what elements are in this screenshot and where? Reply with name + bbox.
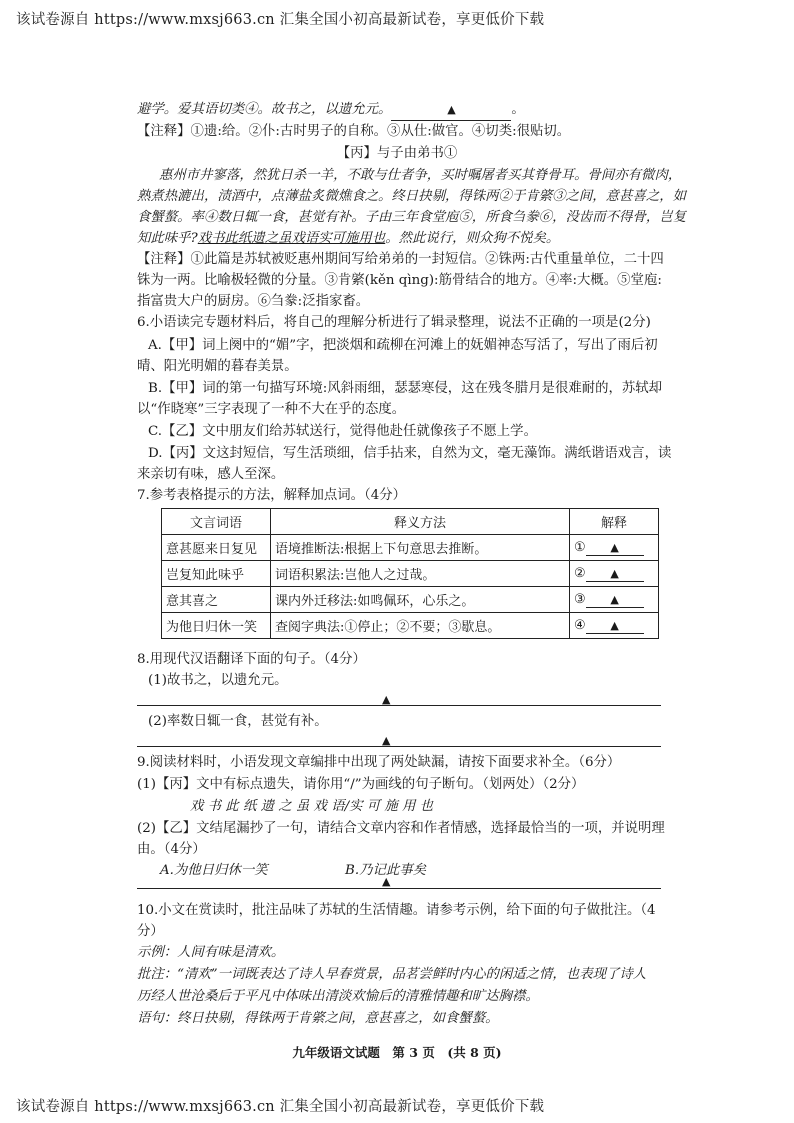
p1-line xyxy=(137,100,525,121)
blank-marker: ▲ xyxy=(447,103,456,116)
q6-option-a-cont: 晴、阳光明媚的暮春美景。 xyxy=(137,359,298,374)
q7-method: 查阅字典法:①停止；②不要；③歇息。 xyxy=(271,613,570,639)
note-bing-2: 铢为一两。比喻极轻微的分量。③肯綮(kěn qìng):筋骨结合的地方。④率:大概。⑤堂庖: xyxy=(137,273,662,288)
q7-answer-cell[interactable] xyxy=(570,561,659,587)
table-row xyxy=(162,587,659,613)
q10-note-b: 历经人世沧桑后于平凡中体味出清淡欢愉后的清雅情趣和旷达胸襟。 xyxy=(137,989,539,1004)
table-row xyxy=(162,561,659,587)
q8-answer-marker-1: ▲ xyxy=(382,693,391,706)
q8-answer-line-1[interactable] xyxy=(137,705,661,706)
q7-header-method: 释义方法 xyxy=(271,509,570,535)
q9-part-1: (1)【丙】文中有标点遗失，请你用“/”为画线的句子断句。（划两处）（2分） xyxy=(137,777,585,792)
q7-answer-num: ④ xyxy=(574,617,586,633)
q8-sentence-2: (2)率数日辄一食，甚觉有补。 xyxy=(148,714,328,729)
answer-blank[interactable] xyxy=(586,618,644,634)
blank-marker: ▲ xyxy=(610,540,619,554)
q7-method: 语境推断法:根据上下句意思去推断。 xyxy=(271,535,570,561)
bing-line-1: 惠州市井寥落，然犹日杀一羊，不敢与仕者争，买时嘱屠者买其脊骨耳。骨间亦有微肉， xyxy=(159,168,682,183)
bing-line-2: 熟煮热漉出，渍酒中，点薄盐炙微燋食之。终日抉剔，得铢两②于肯綮③之间，意甚喜之，如 xyxy=(137,189,687,204)
q8-sentence-1: (1)故书之，以遗允元。 xyxy=(148,673,288,688)
q7-answer-cell[interactable] xyxy=(570,587,659,613)
p1-blank xyxy=(391,100,511,121)
q6-option-d-cont: 来亲切有味，感人至深。 xyxy=(137,467,285,482)
q7-answer-cell[interactable] xyxy=(570,535,659,561)
bing-title: 【丙】与子由弟书① xyxy=(336,146,458,161)
q7-answer-num: ② xyxy=(574,565,586,581)
bing-underlined-sentence: 戏书此纸遗之虽戏语实可施用也 xyxy=(197,231,386,246)
q9-option-a: A.为他日归休一笑 xyxy=(160,863,268,878)
q7-word: 意其喜之 xyxy=(162,587,271,613)
bing-last-after: 。然此说行，则众狗不悦矣。 xyxy=(385,231,560,246)
q9-part-2: (2)【乙】文结尾漏抄了一句，请结合文章内容和作者情感，选择最恰当的一项，并说明理 xyxy=(137,821,665,836)
table-row xyxy=(162,613,659,639)
q10-stem: 10.小文在赏读时，批注品味了苏轼的生活情趣。请参考示例，给下面的句子做批注。（4 xyxy=(137,903,656,918)
answer-blank[interactable] xyxy=(586,566,644,582)
bing-last-before: 知此味乎? xyxy=(137,231,198,246)
q7-word: 意甚愿来日复见 xyxy=(162,535,271,561)
q6-option-b-cont: 以“作晓寒”三字表现了一种不大在乎的态度。 xyxy=(137,402,406,417)
answer-blank[interactable] xyxy=(586,592,644,608)
q9-answer-line[interactable] xyxy=(137,888,661,889)
q7-header-answer: 解释 xyxy=(570,509,659,535)
q6-option-b: B.【甲】词的第一句描写环境:风斜雨细，瑟瑟寒侵，这在残冬腊月是很难耐的，苏轼却 xyxy=(148,381,663,396)
note-yi: 【注释】①遗:给。②仆:古时男子的自称。③从仕:做官。④切类:很贴切。 xyxy=(137,124,571,139)
q6-stem: 6.小语读完专题材料后，将自己的理解分析进行了辑录整理，说法不正确的一项是(2分) xyxy=(137,315,651,330)
q9-sentence: 戏 书 此 纸 遗 之 虽 戏 语/实 可 施 用 也 xyxy=(190,799,434,814)
answer-blank[interactable] xyxy=(586,540,644,556)
q7-answer-num: ③ xyxy=(574,591,586,607)
blank-marker: ▲ xyxy=(610,566,619,580)
ad-banner-top: 该试卷源自 https://www.mxsj663.cn 汇集全国小初高最新试卷，享更低价下载 xyxy=(16,12,545,28)
q9-part-2-cont: 由。（4分） xyxy=(137,842,206,857)
q6-option-c: C.【乙】文中朋友们给苏轼送行，觉得他赴任就像孩子不愿上学。 xyxy=(148,424,537,439)
ad-banner-bottom: 该试卷源自 https://www.mxsj663.cn 汇集全国小初高最新试卷，享更低价下载 xyxy=(16,1099,545,1115)
q7-table xyxy=(161,508,659,639)
q7-word: 岂复知此味乎 xyxy=(162,561,271,587)
page-footer: 九年级语文试题 第 3 页 (共 8 页) xyxy=(292,1045,502,1060)
q8-answer-marker-2: ▲ xyxy=(382,734,391,747)
q7-answer-num: ① xyxy=(574,539,586,555)
q10-example: 示例：人间有味是清欢。 xyxy=(137,945,285,960)
q7-header-row xyxy=(162,509,659,535)
q6-option-d: D.【丙】文这封短信，写生活琐细，信手拈来，自然为文，毫无藻饰。满纸谐语戏言，读 xyxy=(148,446,672,461)
bing-line-3: 食蟹螯。率④数日辄一食，甚觉有补。子由三年食堂庖⑤，所食刍豢⑥，没齿而不得骨，岂复 xyxy=(137,210,687,225)
note-bing-1: 【注释】①此篇是苏轼被贬惠州期间写给弟弟的一封短信。②铢两:古代重量单位，二十四 xyxy=(137,252,664,267)
blank-marker: ▲ xyxy=(610,592,619,606)
note-bing-3: 指富贵大户的厨房。⑥刍豢:泛指家畜。 xyxy=(137,294,370,309)
q9-stem: 9.阅读材料时，小语发现文章编排中出现了两处缺漏，请按下面要求补全。（6分） xyxy=(137,755,621,770)
q6-option-a: A.【甲】词上阕中的“媚”字，把淡烟和疏柳在河滩上的妩媚神态写活了，写出了雨后初 xyxy=(148,338,658,353)
q7-header-word: 文言词语 xyxy=(162,509,271,535)
blank-marker: ▲ xyxy=(610,618,619,632)
q10-sentence: 语句：终日抉剔，得铢两于肯綮之间，意甚喜之，如食蟹螯。 xyxy=(137,1011,499,1026)
q9-answer-marker: ▲ xyxy=(382,875,391,888)
q10-stem-cont: 分） xyxy=(137,924,164,939)
q7-word: 为他日归休一笑 xyxy=(162,613,271,639)
p1-text: 避学。爱其语切类④。故书之，以遗允元。 xyxy=(137,102,392,117)
q8-answer-line-2[interactable] xyxy=(137,746,661,747)
q7-method: 课内外迁移法:如鸣佩环，心乐之。 xyxy=(271,587,570,613)
q8-stem: 8.用现代汉语翻译下面的句子。（4分） xyxy=(137,652,366,667)
bing-line-4 xyxy=(137,229,559,249)
p1-end: 。 xyxy=(511,102,525,117)
q10-note-a: 批注：“清欢”一词既表达了诗人早春赏景，品茗尝鲜时内心的闲适之情，也表现了诗人 xyxy=(137,967,647,982)
q7-method: 词语积累法:岂他人之过哉。 xyxy=(271,561,570,587)
q9-option-b: B.乃记此事矣 xyxy=(345,863,427,878)
q7-answer-cell[interactable] xyxy=(570,613,659,639)
table-row xyxy=(162,535,659,561)
q7-stem: 7.参考表格提示的方法，解释加点词。（4分） xyxy=(137,488,407,503)
